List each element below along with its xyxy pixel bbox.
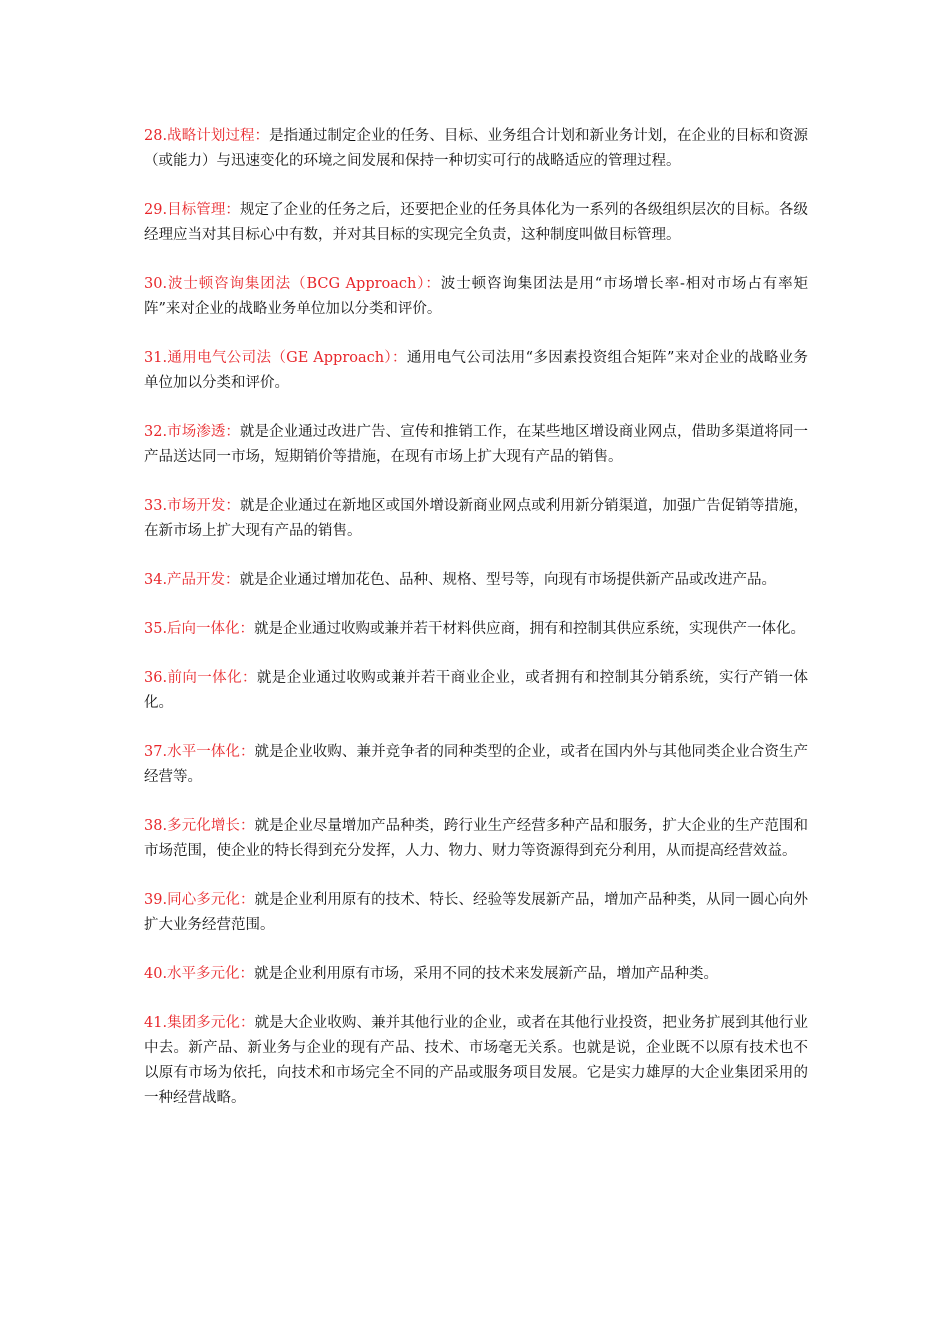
entry-definition: 就是企业收购、兼并竞争者的同种类型的企业，或者在国内外与其他同类企业合资生产经营等。 xyxy=(144,744,808,785)
entry-term: 37.水平一体化： xyxy=(144,744,255,760)
glossary-entry-40 xyxy=(144,962,808,987)
entry-definition: 就是企业通过增加花色、品种、规格、型号等，向现有市场提供新产品或改进产品。 xyxy=(239,572,777,588)
entry-term: 33.市场开发： xyxy=(144,498,240,514)
glossary-entry-38 xyxy=(144,814,808,864)
entry-term: 41.集团多元化： xyxy=(144,1015,255,1031)
entry-term: 29.目标管理： xyxy=(144,202,240,218)
glossary-entry-35 xyxy=(144,617,808,642)
entry-definition: 就是大企业收购、兼并其他行业的企业，或者在其他行业投资，把业务扩展到其他行业中去。新产品、新业务与企业的现有产品、技术、市场毫无关系。也就是说，企业既不以原有技术也不以原有市场为依托，向技术和市场完全不同的产品或服务项目发展。它是实力雄厚的大企业集团采用的一种经营战略。 xyxy=(144,1015,808,1106)
glossary-content xyxy=(144,124,808,1135)
entry-term: 32.市场渗透： xyxy=(144,424,240,440)
entry-definition: 是指通过制定企业的任务、目标、业务组合计划和新业务计划，在企业的目标和资源（或能力）与迅速变化的环境之间发展和保持一种切实可行的战略适应的管理过程。 xyxy=(144,128,808,169)
glossary-entry-36 xyxy=(144,666,808,716)
entry-definition: 就是企业通过改进广告、宣传和推销工作，在某些地区增设商业网点，借助多渠道将同一产品送达同一市场，短期销价等措施，在现有市场上扩大现有产品的销售。 xyxy=(144,424,809,465)
glossary-entry-32 xyxy=(144,420,808,470)
entry-term: 34.产品开发： xyxy=(144,572,240,588)
entry-definition: 就是企业通过在新地区或国外增设新商业网点或利用新分销渠道，加强广告促销等措施，在新市场上扩大现有产品的销售。 xyxy=(144,498,809,539)
glossary-entry-34 xyxy=(144,568,808,593)
glossary-entry-31 xyxy=(144,346,808,396)
entry-term: 28.战略计划过程： xyxy=(144,128,270,144)
glossary-entry-37 xyxy=(144,740,808,790)
entry-definition: 就是企业通过收购或兼并若干材料供应商，拥有和控制其供应系统，实现供产一体化。 xyxy=(254,621,806,637)
entry-term: 38.多元化增长： xyxy=(144,818,255,834)
entry-definition: 就是企业尽量增加产品种类，跨行业生产经营多种产品和服务，扩大企业的生产范围和市场范围，使企业的特长得到充分发挥，人力、物力、财力等资源得到充分利用，从而提高经营效益。 xyxy=(144,818,808,859)
entry-term: 30.波士顿咨询集团法（BCG Approach）： xyxy=(144,276,441,292)
entry-term: 40.水平多元化： xyxy=(144,966,255,982)
entry-definition: 就是企业利用原有的技术、特长、经验等发展新产品，增加产品种类，从同一圆心向外扩大业务经营范围。 xyxy=(144,892,808,933)
glossary-entry-29 xyxy=(144,198,808,248)
entry-definition: 就是企业利用原有市场，采用不同的技术来发展新产品，增加产品种类。 xyxy=(254,966,719,982)
glossary-entry-33 xyxy=(144,494,808,544)
glossary-entry-39 xyxy=(144,888,808,938)
entry-definition: 通用电气公司法用“多因素投资组合矩阵”来对企业的战略业务单位加以分类和评价。 xyxy=(144,350,809,391)
entry-term: 35.后向一体化： xyxy=(144,621,255,637)
glossary-entry-30 xyxy=(144,272,808,322)
entry-term: 31.通用电气公司法（GE Approach）： xyxy=(144,350,407,366)
entry-term: 39.同心多元化： xyxy=(144,892,255,908)
entry-definition: 波士顿咨询集团法是用“市场增长率-相对市场占有率矩阵”来对企业的战略业务单位加以分类和评价。 xyxy=(144,276,808,317)
entry-definition: 就是企业通过收购或兼并若干商业企业，或者拥有和控制其分销系统，实行产销一体化。 xyxy=(144,670,809,711)
glossary-entry-41 xyxy=(144,1011,808,1111)
glossary-entry-28 xyxy=(144,124,808,174)
entry-term: 36.前向一体化： xyxy=(144,670,257,686)
entry-definition: 规定了企业的任务之后，还要把企业的任务具体化为一系列的各级组织层次的目标。各级经理应当对其目标心中有数，并对其目标的实现完全负责，这种制度叫做目标管理。 xyxy=(144,202,809,243)
